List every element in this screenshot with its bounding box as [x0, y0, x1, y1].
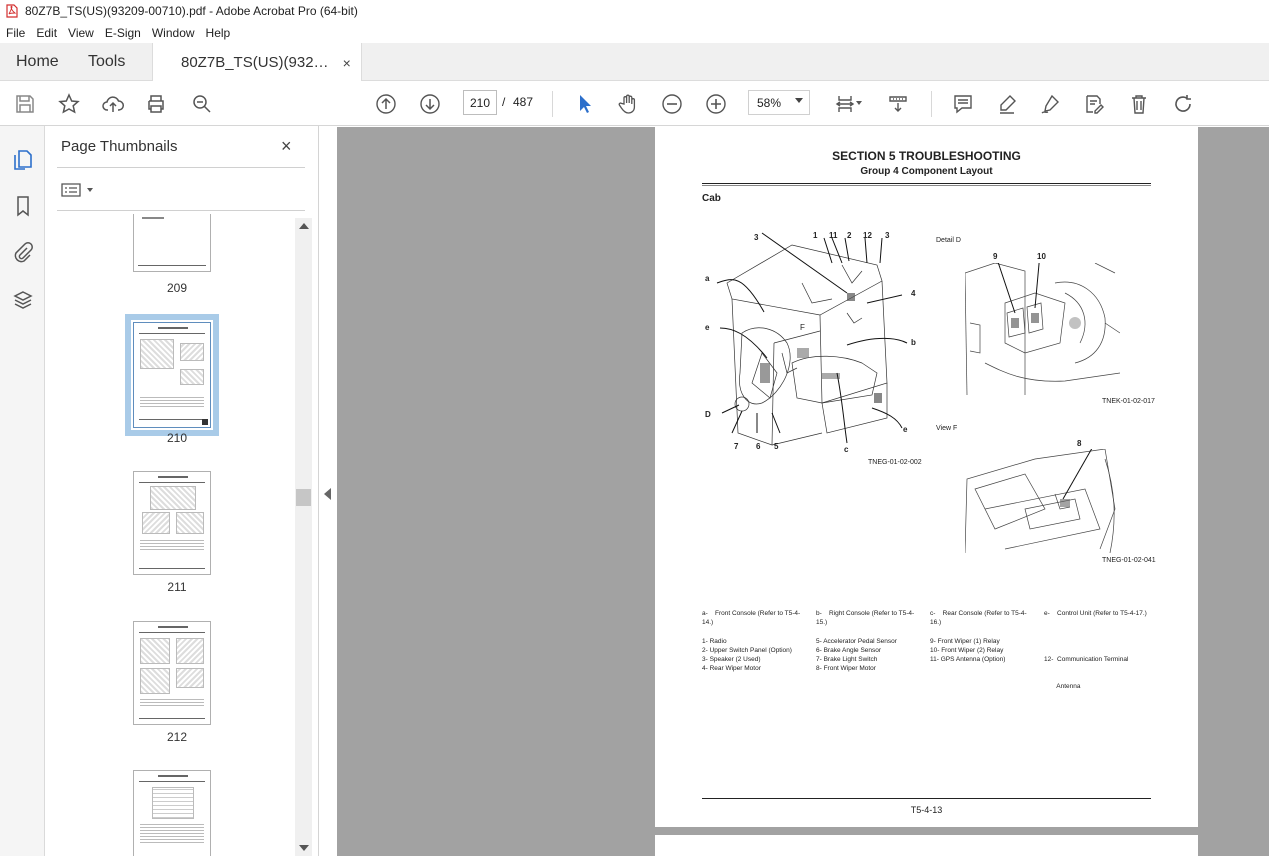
callout-label: 6	[756, 442, 761, 451]
panel-close-icon[interactable]: ×	[281, 136, 292, 156]
comment-icon[interactable]	[950, 91, 976, 117]
document-viewer[interactable]	[337, 127, 1269, 856]
menu-bar	[0, 22, 1269, 43]
previous-page-icon[interactable]	[373, 91, 399, 117]
callout-label: e	[705, 323, 710, 332]
group-title: Group 4 Component Layout	[860, 166, 993, 177]
legend-line: 8- Front Wiper Motor	[816, 665, 876, 672]
legend-key: a-	[702, 610, 708, 617]
legend-key: c-	[930, 610, 936, 617]
hand-tool-icon[interactable]	[615, 91, 641, 117]
left-nav-rail	[0, 126, 45, 856]
tab-home[interactable]: Home	[16, 53, 59, 70]
view-f-illustration	[965, 449, 1120, 553]
panel-divider	[57, 167, 305, 168]
tab-close-icon[interactable]: ×	[342, 54, 351, 71]
tab-document-label: 80Z7B_TS(US)(932…	[181, 54, 329, 71]
figure-code: TNEG-01-02-041	[1102, 557, 1156, 564]
legend-line: 4- Rear Wiper Motor	[702, 665, 761, 672]
legend-text: Control Unit (Refer to T5-4-17.)	[1057, 610, 1147, 617]
highlight-pen-icon[interactable]	[994, 91, 1020, 117]
page-thumbnails-icon[interactable]	[11, 148, 35, 172]
tab-bar	[0, 43, 1269, 81]
chevron-down-icon	[795, 98, 803, 103]
pdf-page	[655, 127, 1198, 827]
callout-label: b	[911, 338, 916, 347]
legend-key: e-	[1044, 610, 1050, 617]
callout-label: c	[844, 445, 849, 454]
acrobat-pdf-icon	[5, 4, 19, 18]
menu-esign[interactable]: E-Sign	[104, 25, 141, 40]
legend-text: Front Console (Refer to T5-4-14.)	[702, 610, 801, 626]
page-fit-dropdown-icon[interactable]	[856, 101, 862, 105]
page-thumbnails-panel	[45, 126, 319, 856]
thumbnail-label: 209	[166, 281, 188, 295]
section-title: SECTION 5 TROUBLESHOOTING	[832, 149, 1021, 163]
callout-label: a	[705, 274, 710, 283]
layers-icon[interactable]	[11, 288, 35, 312]
bookmark-star-icon[interactable]	[56, 91, 82, 117]
callout-label: F	[800, 323, 805, 332]
zoom-level-value: 58%	[757, 95, 782, 110]
legend-line: 9- Front Wiper (1) Relay	[930, 638, 1000, 645]
figure-code: TNEG-01-02-002	[868, 459, 922, 466]
thumbnail-page-212[interactable]	[133, 621, 211, 725]
legend-column	[930, 637, 1005, 664]
legend-line: 5- Accelerator Pedal Sensor	[816, 638, 897, 645]
legend-line: Antenna	[1044, 683, 1081, 690]
delete-trash-icon[interactable]	[1126, 91, 1152, 117]
legend-item	[930, 609, 1030, 627]
page-separator: /	[502, 95, 506, 109]
print-icon[interactable]	[143, 91, 169, 117]
cloud-upload-icon[interactable]	[100, 91, 126, 117]
detail-d-illustration	[965, 263, 1120, 395]
next-page-icon[interactable]	[417, 91, 443, 117]
window-title: 80Z7B_TS(US)(93209-00710).pdf - Adobe Acrobat Pro (64-bit)	[25, 4, 358, 18]
legend-line: 6- Brake Angle Sensor	[816, 647, 882, 654]
figure-code: TNEK-01-02-017	[1102, 398, 1155, 405]
thumbnail-label: 210	[166, 431, 188, 445]
cab-illustration	[702, 223, 927, 453]
callout-label: 1	[813, 231, 818, 240]
zoom-in-icon[interactable]	[703, 91, 729, 117]
menu-window[interactable]: Window	[151, 25, 195, 40]
redo-rotate-icon[interactable]	[1170, 91, 1196, 117]
callout-label: 9	[993, 252, 998, 261]
thumbnail-page-211[interactable]	[133, 471, 211, 575]
menu-help[interactable]: Help	[205, 25, 231, 40]
legend-text: Right Console (Refer to T5-4-15.)	[816, 610, 915, 626]
callout-label: e	[903, 425, 908, 434]
legend-line: 1- Radio	[702, 638, 727, 645]
next-pdf-page	[655, 835, 1198, 856]
callout-label: 7	[734, 442, 739, 451]
legend-column	[702, 637, 792, 673]
chevron-down-icon	[87, 188, 93, 192]
legend-text: Rear Console (Refer to T5-4-16.)	[930, 610, 1027, 626]
panel-divider	[57, 210, 305, 211]
legend-line: 3- Speaker (2 Used)	[702, 656, 761, 663]
scroll-mode-icon[interactable]	[885, 91, 911, 117]
edit-pdf-icon[interactable]	[1081, 91, 1107, 117]
page-fit-icon[interactable]	[832, 91, 858, 117]
legend-column	[816, 637, 897, 673]
zoom-out-icon[interactable]	[659, 91, 685, 117]
draw-sign-icon[interactable]	[1037, 91, 1063, 117]
detail-d-label: Detail D	[936, 237, 961, 244]
tab-tools[interactable]: Tools	[88, 53, 126, 70]
collapse-panel-arrow-icon[interactable]	[324, 488, 331, 500]
attachments-paperclip-icon[interactable]	[11, 240, 35, 264]
scroll-down-arrow-icon[interactable]	[299, 845, 309, 851]
legend-item	[702, 609, 802, 627]
page-number-input[interactable]: 210	[463, 90, 497, 115]
thumbnail-label: 212	[166, 730, 188, 744]
toolbar-divider	[931, 91, 932, 117]
panel-title: Page Thumbnails	[61, 138, 178, 155]
header-rule	[702, 183, 1151, 184]
thumbnail-label: 211	[167, 580, 187, 594]
thumbnail-page-210[interactable]	[133, 322, 211, 428]
title-bar	[0, 0, 1269, 22]
callout-label: 5	[774, 442, 779, 451]
callout-label: 10	[1037, 252, 1046, 261]
footer-rule	[702, 798, 1151, 799]
legend-column	[1044, 637, 1128, 709]
thumbnail-options-button[interactable]	[61, 180, 101, 200]
callout-label: 11	[829, 231, 838, 240]
callout-label: 8	[1077, 439, 1082, 448]
header-rule	[702, 185, 1151, 186]
select-cursor-icon[interactable]	[572, 91, 598, 117]
thumbnail-page-209[interactable]	[133, 214, 211, 272]
view-f-label: View F	[936, 425, 958, 432]
bookmarks-icon[interactable]	[11, 194, 35, 218]
scrollbar-thumb[interactable]	[296, 489, 311, 506]
legend-key: b-	[816, 610, 822, 617]
menu-view[interactable]: View	[68, 25, 94, 40]
callout-label: 3	[885, 231, 890, 240]
legend-item	[816, 609, 916, 627]
legend-line: 12- Communication Terminal	[1044, 656, 1129, 663]
page-footer-number: T5-4-13	[910, 805, 943, 815]
callout-label: 12	[863, 231, 872, 240]
callout-label: D	[705, 410, 711, 419]
callout-label: 3	[754, 233, 759, 242]
thumbnail-list	[57, 214, 297, 856]
legend-line: 10- Front Wiper (2) Relay	[930, 647, 1004, 654]
options-list-icon	[61, 182, 81, 198]
callout-label: 4	[911, 289, 916, 298]
callout-label: 2	[847, 231, 852, 240]
toolbar-divider	[552, 91, 553, 117]
thumbnail-page-213[interactable]	[133, 770, 211, 856]
legend-line: 11- GPS Antenna (Option)	[930, 656, 1006, 663]
save-icon[interactable]	[12, 91, 38, 117]
search-zoom-icon[interactable]	[189, 91, 215, 117]
scroll-up-arrow-icon[interactable]	[299, 223, 309, 229]
legend-line: 7- Brake Light Switch	[816, 656, 878, 663]
page-total: 487	[513, 95, 534, 109]
tab-document[interactable]	[152, 43, 362, 82]
thumbnail-scrollbar[interactable]	[295, 218, 312, 856]
menu-edit[interactable]: Edit	[36, 25, 58, 40]
menu-file[interactable]: File	[6, 25, 26, 40]
legend-line: 2- Upper Switch Panel (Option)	[702, 647, 792, 654]
legend-item	[1044, 609, 1154, 618]
zoom-level-select[interactable]	[748, 90, 810, 115]
cab-heading: Cab	[702, 193, 721, 204]
